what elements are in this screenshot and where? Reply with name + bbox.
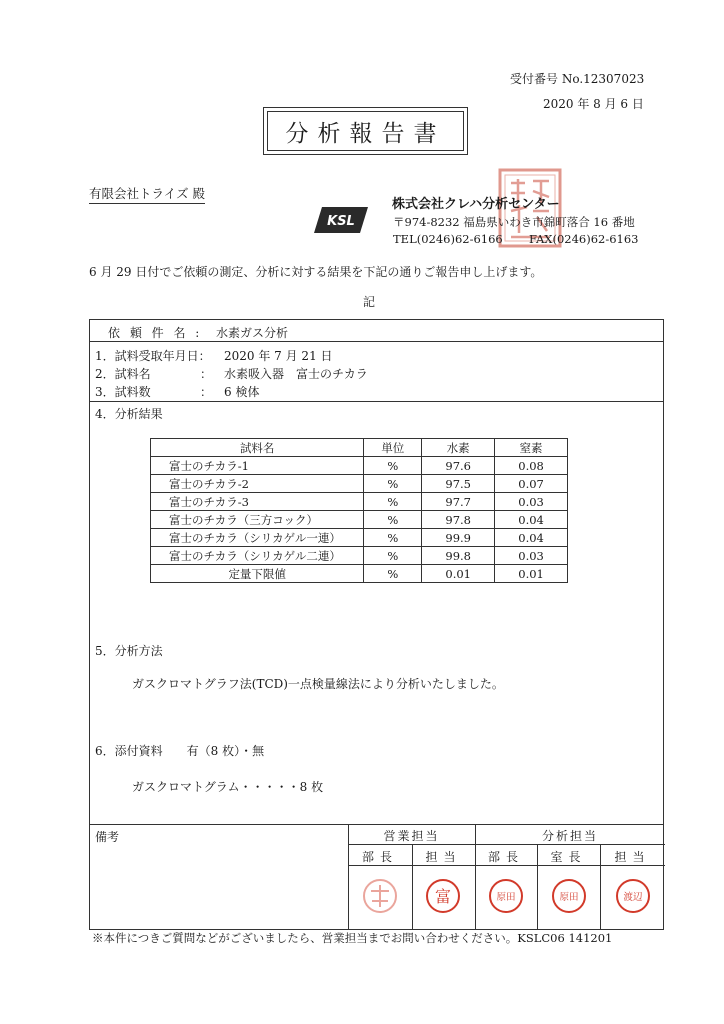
attachments-label: 6．添付資料 有（8 枚）・無 bbox=[95, 744, 265, 758]
divider bbox=[90, 401, 663, 402]
company-fax: FAX(0246)62-6163 bbox=[529, 232, 639, 246]
nitrogen-value: 0.04 bbox=[495, 529, 568, 547]
col-label: 担当 bbox=[614, 850, 651, 864]
report-date: 2020 年 8 月 6 日 bbox=[543, 97, 644, 111]
intro-text: 6 月 29 日付でご依頼の測定、分析に対する結果を下記の通りご報告申し上げます。 bbox=[89, 265, 543, 279]
hydrogen-value: 99.9 bbox=[422, 529, 495, 547]
table-row bbox=[151, 529, 568, 547]
table-row bbox=[151, 457, 568, 475]
faded-seal-stamp bbox=[361, 877, 399, 915]
column-header: 単位 bbox=[364, 439, 422, 457]
seal-stamp bbox=[550, 877, 588, 915]
seal-text: 渡辺 bbox=[623, 892, 643, 903]
nitrogen-value: 0.07 bbox=[495, 475, 568, 493]
col-label: 部長 bbox=[487, 850, 524, 864]
hydrogen-value: 97.5 bbox=[422, 475, 495, 493]
method-text: ガスクロマトグラフ法(TCD)一点検量線法により分析いたしました。 bbox=[132, 677, 504, 691]
unit: % bbox=[364, 547, 422, 565]
nitrogen-value: 0.08 bbox=[495, 457, 568, 475]
table-row bbox=[151, 565, 568, 583]
seal-stamp bbox=[487, 877, 525, 915]
item-label: 1．試料受取年月日： bbox=[95, 349, 211, 363]
ki-mark: 記 bbox=[363, 295, 376, 309]
results-table bbox=[150, 438, 568, 583]
footer-note: ※本件につきご質問などがございましたら、営業担当までお問い合わせください。KSLC06 141201 bbox=[92, 931, 613, 945]
sample-name: 定量下限値 bbox=[151, 565, 364, 583]
seal-text: 原田 bbox=[496, 892, 516, 903]
column-header: 窒素 bbox=[495, 439, 568, 457]
hydrogen-value: 0.01 bbox=[422, 565, 495, 583]
item-value: 6 検体 bbox=[224, 385, 260, 399]
seal-text: 原田 bbox=[559, 892, 579, 903]
company-tel: TEL(0246)62-6166 bbox=[393, 232, 503, 246]
hydrogen-value: 97.7 bbox=[422, 493, 495, 511]
unit: % bbox=[364, 565, 422, 583]
hydrogen-value: 97.6 bbox=[422, 457, 495, 475]
table-row bbox=[151, 547, 568, 565]
title-box bbox=[263, 107, 468, 155]
divider bbox=[348, 844, 665, 845]
remarks-label: 備考 bbox=[95, 830, 120, 844]
column-header: 試料名 bbox=[151, 439, 364, 457]
results-label: 4．分析結果 bbox=[95, 407, 163, 421]
page-title: 分析報告書 bbox=[267, 111, 464, 151]
unit: % bbox=[364, 529, 422, 547]
nitrogen-value: 0.01 bbox=[495, 565, 568, 583]
divider bbox=[348, 865, 665, 866]
request-label: 依 頼 件 名 : bbox=[108, 326, 203, 340]
nitrogen-value: 0.04 bbox=[495, 511, 568, 529]
table-row bbox=[151, 493, 568, 511]
logo-text: KSL bbox=[327, 214, 355, 229]
table-row bbox=[151, 475, 568, 493]
sample-name: 富士のチカラ-1 bbox=[151, 457, 364, 475]
recipient: 有限会社トライズ 殿 bbox=[89, 184, 205, 204]
unit: % bbox=[364, 475, 422, 493]
sample-name: 富士のチカラ（シリカゲル二連） bbox=[151, 547, 364, 565]
col-label: 担当 bbox=[425, 850, 462, 864]
item-value: 水素吸入器 富士のチカラ bbox=[224, 367, 368, 381]
sample-name: 富士のチカラ-3 bbox=[151, 493, 364, 511]
unit: % bbox=[364, 457, 422, 475]
item-label: 2．試料名 bbox=[95, 367, 151, 381]
item-colon: ： bbox=[200, 367, 213, 381]
sales-header: 営業担当 bbox=[383, 829, 440, 843]
col-label: 室長 bbox=[550, 850, 587, 864]
item-colon: ： bbox=[200, 385, 213, 399]
company-name: 株式会社クレハ分析センター bbox=[392, 197, 560, 212]
nitrogen-value: 0.03 bbox=[495, 547, 568, 565]
item-label: 3．試料数 bbox=[95, 385, 151, 399]
sample-name: 富士のチカラ（三方コック） bbox=[151, 511, 364, 529]
table-header-row bbox=[151, 439, 568, 457]
seal-text: 富 bbox=[434, 887, 452, 906]
unit: % bbox=[364, 493, 422, 511]
receipt-number: 受付番号 No.12307023 bbox=[510, 72, 645, 86]
sample-name: 富士のチカラ（シリカゲル一連） bbox=[151, 529, 364, 547]
table-row bbox=[151, 511, 568, 529]
ksl-logo bbox=[312, 205, 370, 235]
analysis-header: 分析担当 bbox=[541, 829, 598, 843]
attachments-text: ガスクロマトグラム・・・・・8 枚 bbox=[132, 780, 324, 794]
hydrogen-value: 99.8 bbox=[422, 547, 495, 565]
column-header: 水素 bbox=[422, 439, 495, 457]
seal-stamp bbox=[614, 877, 652, 915]
company-address: 〒974-8232 福島県いわき市錦町落合 16 番地 bbox=[393, 215, 635, 229]
approvals-frame bbox=[89, 825, 664, 930]
seal-stamp bbox=[424, 877, 462, 915]
divider bbox=[90, 341, 663, 342]
request-value: 水素ガス分析 bbox=[216, 326, 289, 340]
item-value: 2020 年 7 月 21 日 bbox=[224, 349, 333, 363]
method-label: 5．分析方法 bbox=[95, 644, 163, 658]
hydrogen-value: 97.8 bbox=[422, 511, 495, 529]
sample-name: 富士のチカラ-2 bbox=[151, 475, 364, 493]
unit: % bbox=[364, 511, 422, 529]
col-label: 部長 bbox=[361, 850, 398, 864]
nitrogen-value: 0.03 bbox=[495, 493, 568, 511]
